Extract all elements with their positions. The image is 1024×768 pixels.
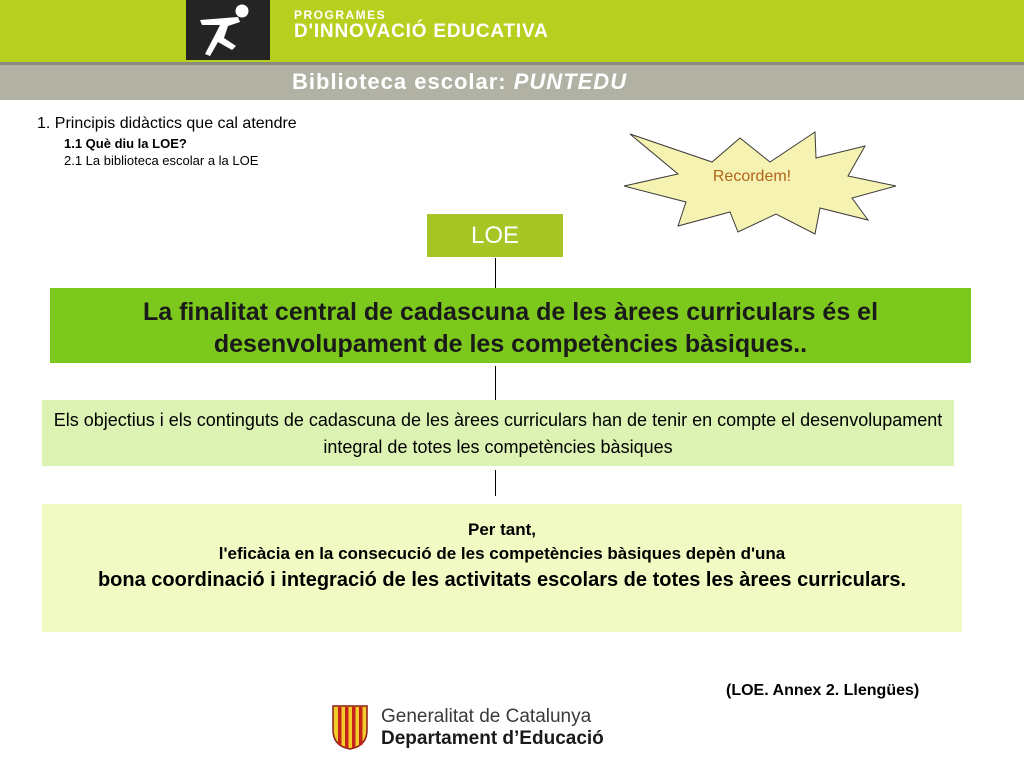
conclusion-line-2: l'eficàcia en la consecució de les competències bàsiques depèn d'una <box>218 544 786 563</box>
outline-heading: 1. Principis didàctics que cal atendre <box>37 115 297 132</box>
conclusion-line-1: Per tant, <box>467 520 537 539</box>
connector-line <box>495 258 496 288</box>
loe-box: LOE <box>427 214 563 257</box>
section-band <box>0 62 1024 100</box>
connector-line <box>495 470 496 496</box>
program-logo <box>186 0 270 60</box>
conclusion-line-3: bona coordinació i integració de les activitats escolars de totes les àrees curriculars. <box>97 569 907 591</box>
department-name: Departament d’Educació <box>381 728 604 749</box>
objectives-box: Els objectius i els continguts de cadascuna de les àrees curriculars han de tenir en compte el desenvolupament integral de totes les competències bàsiques <box>42 400 954 466</box>
outline-subitem: 2.1 La biblioteca escolar a la LOE <box>64 153 259 168</box>
source-citation: (LOE. Annex 2. Llengües) <box>726 682 920 699</box>
generalitat-emblem-icon <box>331 704 369 750</box>
running-figure-icon <box>194 2 262 58</box>
brand-label-small: PROGRAMES <box>294 8 387 22</box>
band-title: Biblioteca escolar: PUNTEDU <box>292 69 628 94</box>
connector-line <box>495 366 496 400</box>
brand-label-big: D'INNOVACIÓ EDUCATIVA <box>294 21 549 42</box>
header-bar <box>0 0 1024 62</box>
finality-box: La finalitat central de cadascuna de les àrees curriculars és el desenvolupament de les competències bàsiques.. <box>50 288 971 363</box>
conclusion-box <box>42 504 962 632</box>
outline-subitem: 1.1 Què diu la LOE? <box>64 136 187 151</box>
institution-name: Generalitat de Catalunya <box>381 706 592 727</box>
callout-label: Recordem! <box>712 168 792 185</box>
